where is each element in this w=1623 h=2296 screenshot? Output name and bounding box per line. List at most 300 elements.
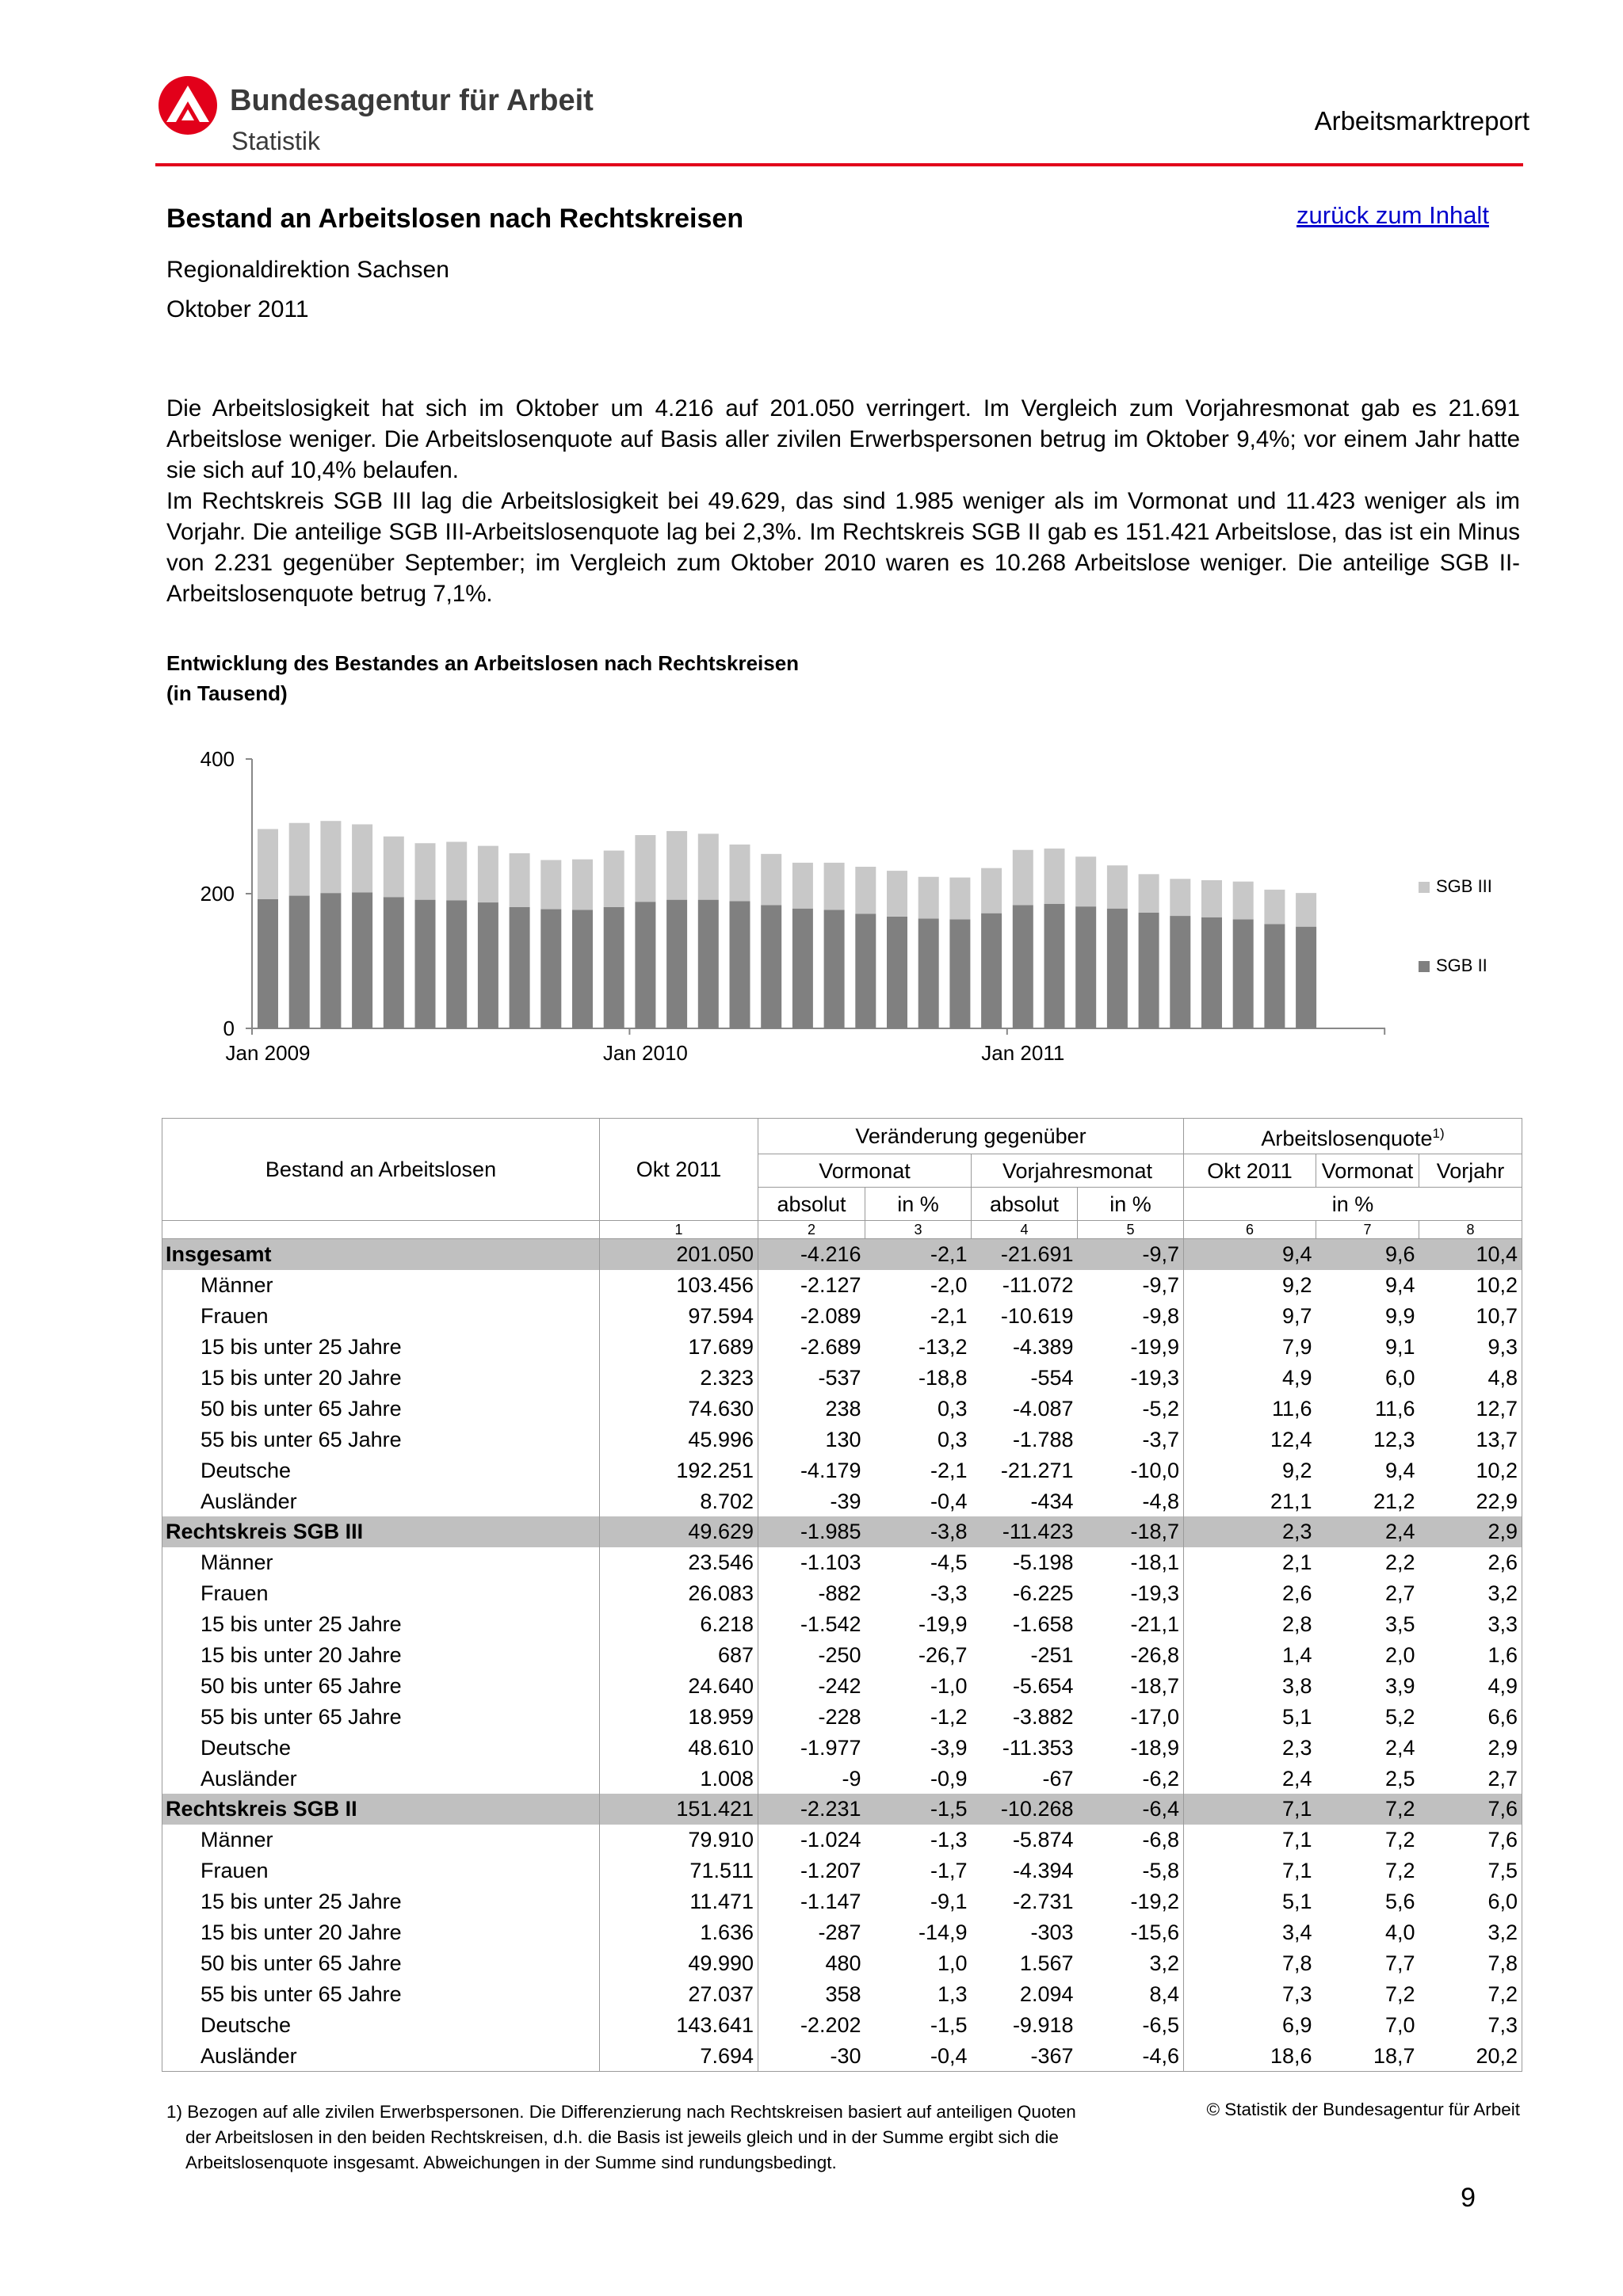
bar-sgb-iii [1170, 879, 1190, 916]
table-row [162, 1670, 1522, 1701]
table-cell: -13,2 [918, 1335, 968, 1360]
row-label: Ausländer [162, 1763, 600, 1794]
table-cell: -4.087 [1012, 1396, 1074, 1421]
bar-sgb-iii [258, 829, 278, 898]
table-cell: 1.008 [600, 1763, 758, 1794]
table-cell: 3,8 [1281, 1673, 1312, 1698]
header-q-vorjahr: Vorjahr [1419, 1154, 1522, 1188]
table-cell: -1,2 [930, 1704, 968, 1729]
table-cell: 4,8 [1419, 1363, 1522, 1394]
bar-sgb-iii [1013, 850, 1033, 906]
row-label: Männer [162, 1547, 600, 1578]
table-cell: -3.882 [1012, 1704, 1074, 1729]
bar-sgb-ii [258, 899, 278, 1028]
table-cell: -4.389 [1012, 1335, 1074, 1360]
table-cell: -1,5 [865, 1794, 972, 1825]
bar-sgb-ii [1296, 927, 1316, 1028]
table-cell: 103.456 [600, 1270, 758, 1301]
bar-sgb-ii [1075, 906, 1096, 1028]
table-cell: 7,1 [1281, 1859, 1312, 1883]
period-label: Oktober 2011 [166, 296, 309, 322]
row-label: 55 bis unter 65 Jahre [162, 1978, 600, 2009]
table-cell: -67 [1042, 1766, 1074, 1791]
table-cell: -367 [972, 2040, 1078, 2071]
bar-sgb-ii [478, 902, 498, 1028]
table-cell: 143.641 [600, 2009, 758, 2040]
table-cell: 2,6 [1281, 1581, 1312, 1606]
bar-sgb-ii [572, 910, 593, 1028]
table-cell: 10,2 [1419, 1270, 1522, 1301]
data-table [162, 1118, 1522, 2072]
footnote [166, 2100, 1157, 2176]
table-cell: -18,1 [1078, 1547, 1184, 1578]
table-cell: 24.640 [600, 1670, 758, 1701]
table-cell: -4.394 [1012, 1859, 1074, 1883]
row-label: Frauen [162, 1578, 600, 1609]
bar-sgb-iii [981, 868, 1002, 913]
row-label: 15 bis unter 20 Jahre [162, 1640, 600, 1671]
bar-sgb-ii [918, 918, 939, 1028]
table-cell: 9,1 [1384, 1335, 1415, 1360]
bar-sgb-ii [792, 909, 813, 1028]
row-label: 15 bis unter 25 Jahre [162, 1886, 600, 1917]
row-label: Frauen [162, 1301, 600, 1332]
table-cell: 2,6 [1419, 1547, 1522, 1578]
table-cell: -6,2 [1078, 1763, 1184, 1794]
table-cell: -5.654 [1012, 1673, 1074, 1698]
table-cell: 6,0 [1384, 1366, 1415, 1390]
header-pct-2: in % [1078, 1188, 1184, 1221]
row-label: Rechtskreis SGB II [162, 1794, 600, 1825]
row-label: 15 bis unter 20 Jahre [162, 1917, 600, 1948]
table-cell: -4,6 [1078, 2040, 1184, 2071]
table-cell: 6.218 [600, 1609, 758, 1640]
table-cell: -250 [818, 1643, 861, 1668]
table-row [162, 1486, 1522, 1516]
table-cell: 2,7 [1384, 1581, 1415, 1606]
table-cell: -1.207 [800, 1859, 861, 1883]
table-cell: 201.050 [600, 1239, 758, 1270]
table-cell: 4,9 [1419, 1670, 1522, 1701]
header-veraenderung: Veränderung gegenüber [758, 1119, 1184, 1154]
bar-sgb-iii [792, 863, 813, 909]
table-cell: -0,9 [930, 1766, 968, 1791]
bar-sgb-iii [635, 835, 655, 902]
table-cell: -18,7 [1078, 1670, 1184, 1701]
table-cell: 21,1 [1270, 1489, 1312, 1513]
row-label: 50 bis unter 65 Jahre [162, 1670, 600, 1701]
column-number: 1 [600, 1221, 758, 1239]
section-row [162, 1516, 1522, 1547]
table-cell: -11.423 [972, 1516, 1078, 1547]
table-cell: -19,2 [1078, 1886, 1184, 1917]
table-row [162, 1578, 1522, 1609]
chart-title-line-2: (in Tausend) [166, 681, 288, 705]
y-tick-label: 200 [200, 882, 235, 906]
table-cell: -1.985 [758, 1516, 865, 1547]
table-cell: -26,8 [1078, 1640, 1184, 1671]
header-vorjahresmonat: Vorjahresmonat [972, 1154, 1184, 1188]
table-cell: -0,4 [930, 1489, 968, 1513]
bar-sgb-ii [949, 919, 970, 1028]
table-cell: 7,3 [1281, 1981, 1312, 2006]
table-cell: -242 [818, 1673, 861, 1698]
table-cell: -30 [758, 2040, 865, 2071]
table-cell: -3,7 [1078, 1424, 1184, 1455]
table-cell: -2,1 [930, 1304, 968, 1329]
table-cell: 49.629 [600, 1516, 758, 1547]
table-cell: -537 [818, 1366, 861, 1390]
row-label: Männer [162, 1825, 600, 1855]
table-cell: 7,2 [1316, 1794, 1419, 1825]
table-row [162, 1424, 1522, 1455]
table-cell: 21,2 [1373, 1489, 1415, 1513]
stacked-bar-chart [158, 729, 1553, 1062]
table-cell: 0,3 [937, 1427, 968, 1451]
table-cell: 238 [825, 1396, 861, 1421]
column-number: 8 [1419, 1221, 1522, 1239]
intro-paragraph-2: Im Rechtskreis SGB III lag die Arbeitslosigkeit bei 49.629, das sind 1.985 weniger als im Vormonat und 11.423 weniger als im Vorjahr. Die anteilige SGB III-Arbeitslosenquote lag bei 2,3%. Im Rechtskreis SGB II gab es 151.421 Arbeitslose, das ist ein Minus von 2.231 gegenüber September; im Vergleich zum Oktober 2010 waren es 10.268 Arbeitslose weniger. Die anteilige SGB II-Arbeitslosenquote betrug 7,1%. [166, 488, 1520, 607]
table-cell: -5.198 [1012, 1550, 1074, 1575]
table-cell: 6,0 [1419, 1886, 1522, 1917]
table-cell: -882 [818, 1581, 861, 1606]
table-cell: 1.636 [600, 1917, 758, 1948]
table-row [162, 1455, 1522, 1486]
header-okt: Okt 2011 [600, 1119, 758, 1221]
bar-sgb-iii [824, 863, 845, 910]
table-cell: 49.990 [600, 1947, 758, 1978]
chart-bars [258, 821, 1316, 1028]
table-cell: -2.202 [800, 2012, 861, 2037]
bar-sgb-ii [415, 900, 436, 1028]
table-cell: 9,7 [1281, 1304, 1312, 1329]
org-name: Bundesagentur für Arbeit [230, 84, 594, 117]
table-cell: 3,2 [1419, 1578, 1522, 1609]
page-title: Bestand an Arbeitslosen nach Rechtskreisen [166, 204, 744, 234]
table-cell: 9,6 [1316, 1239, 1419, 1270]
column-number: 4 [972, 1221, 1078, 1239]
table-cell: -19,3 [1078, 1578, 1184, 1609]
table-row [162, 1547, 1522, 1578]
bar-sgb-iii [1075, 856, 1096, 906]
bar-sgb-iii [510, 853, 530, 907]
table-cell: -2.127 [800, 1273, 861, 1298]
table-cell: 3,2 [1078, 1947, 1184, 1978]
table-row [162, 1332, 1522, 1363]
bar-sgb-ii [289, 896, 310, 1028]
table-cell: 6,6 [1419, 1701, 1522, 1732]
table-cell: 7,5 [1419, 1855, 1522, 1886]
header-absolut-2: absolut [972, 1188, 1078, 1221]
table-cell: -19,9 [918, 1612, 968, 1637]
bar-sgb-iii [572, 860, 593, 910]
chart-title [166, 648, 799, 708]
bar-sgb-ii [698, 900, 719, 1028]
intro-paragraph-1: Die Arbeitslosigkeit hat sich im Oktober um 4.216 auf 201.050 verringert. Im Vergleich zum Vorjahresmonat gab es 21.691 Arbeitslose weniger. Die Arbeitslosenquote auf Basis aller zivilen Erwerbspersonen betrug im Oktober 9,4%; vor einem Jahr hatte sie sich auf 10,4% belaufen. [166, 395, 1520, 483]
table-cell: 9,4 [1384, 1458, 1415, 1482]
table-cell: -9,8 [1078, 1301, 1184, 1332]
table-cell: 20,2 [1419, 2040, 1522, 2071]
table-cell: -18,7 [1078, 1516, 1184, 1547]
table-cell: 192.251 [600, 1455, 758, 1486]
header-q-okt: Okt 2011 [1184, 1154, 1316, 1188]
table-cell: -5,2 [1078, 1393, 1184, 1424]
table-cell: -4,8 [1078, 1486, 1184, 1516]
table-cell: -2.089 [800, 1304, 861, 1329]
table-cell: 9,4 [1184, 1239, 1316, 1270]
table-cell: 1,0 [937, 1951, 968, 1975]
table-cell: -554 [1030, 1366, 1074, 1390]
legend-label: SGB II [1436, 955, 1487, 975]
y-tick-label: 0 [223, 1016, 235, 1040]
bar-sgb-ii [1139, 913, 1159, 1028]
table-cell: 7,9 [1281, 1335, 1312, 1360]
legend-swatch [1419, 882, 1430, 893]
table-cell: 5,6 [1384, 1890, 1415, 1914]
bar-sgb-iii [887, 871, 907, 917]
table-cell: -6,4 [1078, 1794, 1184, 1825]
table-cell: 3,3 [1419, 1609, 1522, 1640]
bar-sgb-iii [698, 833, 719, 899]
bar-sgb-iii [949, 878, 970, 920]
bar-sgb-ii [730, 901, 750, 1028]
row-label: Insgesamt [162, 1239, 600, 1270]
table-cell: -1.103 [800, 1550, 861, 1575]
table-cell: -1.024 [800, 1828, 861, 1852]
bar-sgb-iii [415, 843, 436, 899]
chart-title-line-1: Entwicklung des Bestandes an Arbeitslosen nach Rechtskreisen [166, 651, 800, 675]
column-number: 5 [1078, 1221, 1184, 1239]
bar-sgb-iii [1139, 874, 1159, 912]
table-cell: -2,0 [930, 1273, 968, 1298]
table-row [162, 1301, 1522, 1332]
table-cell: 45.996 [600, 1424, 758, 1455]
table-row [162, 1732, 1522, 1763]
table-cell: 18,6 [1184, 2040, 1316, 2071]
table-cell: -21.271 [1000, 1458, 1074, 1482]
table-row [162, 2040, 1522, 2071]
table-cell: -19,3 [1078, 1363, 1184, 1394]
table-cell: 2,9 [1419, 1516, 1522, 1547]
bar-sgb-iii [446, 842, 467, 901]
bar-sgb-iii [761, 854, 781, 906]
table-cell: 2,4 [1281, 1766, 1312, 1791]
table-row [162, 1270, 1522, 1301]
table-cell: 7,7 [1384, 1951, 1415, 1975]
table-cell: 7,3 [1419, 2009, 1522, 2040]
table-cell: -17,0 [1078, 1701, 1184, 1732]
x-tick-label: Jan 2009 [225, 1041, 311, 1062]
table-cell: 1,6 [1419, 1640, 1522, 1671]
table-cell: 13,7 [1419, 1424, 1522, 1455]
bar-sgb-ii [855, 914, 876, 1029]
bar-sgb-iii [1264, 890, 1285, 924]
table-cell: 2,4 [1384, 1735, 1415, 1760]
chart-legend [1419, 876, 1492, 975]
table-cell: 5,1 [1281, 1890, 1312, 1914]
row-label: Männer [162, 1270, 600, 1301]
table-cell: -434 [1030, 1489, 1074, 1513]
table-cell: 71.511 [600, 1855, 758, 1886]
bar-sgb-iii [666, 831, 687, 900]
table-cell: 358 [825, 1981, 861, 2006]
table-cell: -9.918 [1012, 2012, 1074, 2037]
table-cell: 3,5 [1384, 1612, 1415, 1637]
bar-sgb-ii [887, 917, 907, 1028]
header-quote-sup: 1) [1432, 1126, 1445, 1141]
table-cell: 1,4 [1281, 1643, 1312, 1668]
table-cell: -4.179 [800, 1458, 861, 1482]
table-cell: 10,4 [1419, 1239, 1522, 1270]
row-label: Ausländer [162, 1486, 600, 1516]
section-row [162, 1239, 1522, 1270]
bar-sgb-iii [1044, 849, 1065, 904]
table-cell: -1,0 [930, 1673, 968, 1698]
bar-sgb-ii [384, 897, 404, 1028]
table-cell: -5.874 [1012, 1828, 1074, 1852]
bar-sgb-iii [730, 845, 750, 901]
region-label: Regionaldirektion Sachsen [166, 257, 449, 283]
bar-sgb-iii [918, 877, 939, 919]
header-row-label: Bestand an Arbeitslosen [162, 1119, 600, 1221]
row-label: 15 bis unter 20 Jahre [162, 1363, 600, 1394]
table-row [162, 2009, 1522, 2040]
table-cell: 0,3 [937, 1396, 968, 1421]
table-cell: 18,7 [1316, 2040, 1419, 2071]
table-cell: -228 [818, 1704, 861, 1729]
table-cell: 2,5 [1384, 1766, 1415, 1791]
row-label: 50 bis unter 65 Jahre [162, 1947, 600, 1978]
header-divider [155, 163, 1523, 166]
table-cell: 11.471 [600, 1886, 758, 1917]
table-cell: -2.231 [758, 1794, 865, 1825]
page-number: 9 [1461, 2183, 1476, 2213]
ba-logo-icon [157, 74, 219, 136]
bar-sgb-ii [1170, 916, 1190, 1028]
table-cell: 22,9 [1419, 1486, 1522, 1516]
table-cell: -9 [842, 1766, 861, 1791]
column-number: 2 [758, 1221, 865, 1239]
table-cell: 7,8 [1419, 1947, 1522, 1978]
header-quote-label: Arbeitslosenquote [1261, 1127, 1433, 1150]
header-quote [1184, 1119, 1522, 1154]
table-cell: 48.610 [600, 1732, 758, 1763]
table-cell: -2,1 [865, 1239, 972, 1270]
table-cell: 7,6 [1419, 1794, 1522, 1825]
table-cell: 5,1 [1281, 1704, 1312, 1729]
row-label: 15 bis unter 25 Jahre [162, 1332, 600, 1363]
table-cell: -3,3 [930, 1581, 968, 1606]
row-label: Deutsche [162, 1455, 600, 1486]
header-absolut-1: absolut [758, 1188, 865, 1221]
table-cell: 687 [600, 1640, 758, 1671]
table-cell: 3,9 [1384, 1673, 1415, 1698]
bar-sgb-iii [478, 846, 498, 902]
bar-sgb-ii [1107, 909, 1128, 1028]
colnum-blank [162, 1221, 600, 1239]
table-cell: 10,7 [1419, 1301, 1522, 1332]
column-number: 7 [1316, 1221, 1419, 1239]
table-row [162, 1640, 1522, 1671]
header-vormonat: Vormonat [758, 1154, 972, 1188]
table-cell: -2,1 [930, 1458, 968, 1482]
column-number: 3 [865, 1221, 972, 1239]
table-cell: -1,5 [930, 2012, 968, 2037]
table-cell: 3,4 [1281, 1920, 1312, 1945]
table-row [162, 1363, 1522, 1394]
table-cell: -1,3 [930, 1828, 968, 1852]
back-to-contents-link[interactable]: zurück zum Inhalt [1296, 201, 1489, 229]
table-cell: 9,9 [1384, 1304, 1415, 1329]
table-cell: 9,4 [1384, 1273, 1415, 1298]
table-cell: 8,4 [1078, 1978, 1184, 2009]
table-row [162, 1701, 1522, 1732]
table-cell: 79.910 [600, 1825, 758, 1855]
bar-sgb-iii [352, 824, 372, 892]
table-cell: -5,8 [1078, 1855, 1184, 1886]
table-cell: 7,1 [1184, 1794, 1316, 1825]
table-cell: 10,2 [1419, 1455, 1522, 1486]
table-cell: 2.323 [600, 1363, 758, 1394]
bar-sgb-ii [761, 905, 781, 1028]
footnote-line-3: Arbeitslosenquote insgesamt. Abweichungen in der Summe sind rundungsbedingt. [185, 2153, 837, 2172]
section-row [162, 1794, 1522, 1825]
table-cell: 7,6 [1419, 1825, 1522, 1855]
bar-sgb-iii [540, 860, 561, 910]
header-q-vormonat: Vormonat [1316, 1154, 1419, 1188]
table-cell: 17.689 [600, 1332, 758, 1363]
table-cell: -15,6 [1078, 1917, 1184, 1948]
table-cell: 2,8 [1281, 1612, 1312, 1637]
table-cell: 26.083 [600, 1578, 758, 1609]
table-cell: -18,9 [1078, 1732, 1184, 1763]
table-cell: 3,2 [1419, 1917, 1522, 1948]
table-cell: 12,3 [1373, 1427, 1415, 1451]
table-cell: 74.630 [600, 1393, 758, 1424]
bar-sgb-ii [1044, 904, 1065, 1028]
bar-sgb-iii [1296, 893, 1316, 927]
footnote-line-1: 1) Bezogen auf alle zivilen Erwerbspersonen. Die Differenzierung nach Rechtskreisen basiert auf anteiligen Quoten [166, 2102, 1076, 2122]
table-cell: 2,9 [1419, 1732, 1522, 1763]
bar-sgb-ii [540, 910, 561, 1028]
table-cell: -6,8 [1078, 1825, 1184, 1855]
table-row [162, 1886, 1522, 1917]
table-row [162, 1855, 1522, 1886]
bar-sgb-ii [666, 900, 687, 1028]
table-cell: 5,2 [1384, 1704, 1415, 1729]
table-row [162, 1825, 1522, 1855]
table-cell: 12,7 [1419, 1393, 1522, 1424]
bar-sgb-iii [1233, 882, 1254, 920]
table-cell: 2,3 [1281, 1735, 1312, 1760]
table-row [162, 1763, 1522, 1794]
table-row [162, 1393, 1522, 1424]
table-cell: -11.072 [1002, 1273, 1074, 1298]
table-cell: 7,2 [1384, 1859, 1415, 1883]
bar-sgb-ii [824, 910, 845, 1028]
table-cell: -21.691 [972, 1239, 1078, 1270]
table-cell: -19,9 [1078, 1332, 1184, 1363]
table-cell: -21,1 [1078, 1609, 1184, 1640]
footnote-line-2: der Arbeitslosen in den beiden Rechtskreisen, d.h. die Basis ist jeweils gleich und in der Summe ergibt sich die [185, 2127, 1059, 2147]
table-cell: 7,2 [1419, 1978, 1522, 2009]
table-cell: -10.268 [972, 1794, 1078, 1825]
table-cell: 23.546 [600, 1547, 758, 1578]
table-cell: 2,1 [1281, 1550, 1312, 1575]
bar-sgb-iii [289, 823, 310, 896]
table-cell: -2.731 [1012, 1890, 1074, 1914]
table-cell: 151.421 [600, 1794, 758, 1825]
